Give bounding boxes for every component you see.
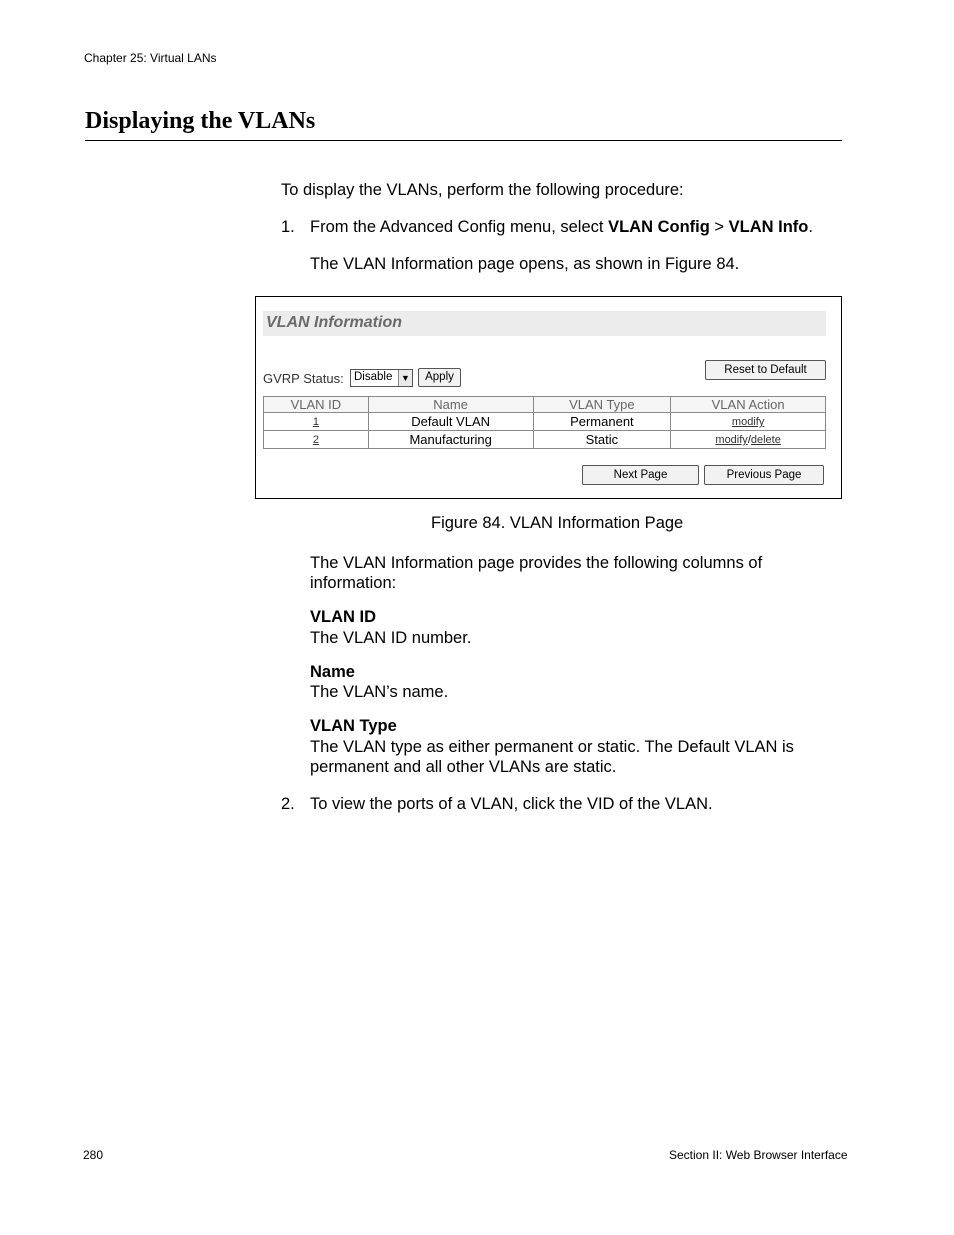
vlan-id-cell xyxy=(264,413,369,431)
vlan-action-cell xyxy=(671,431,826,449)
description-text: The VLAN Information page provides the following columns of information: xyxy=(310,554,763,592)
step-1-followup: The VLAN Information page opens, as shown in Figure 84. xyxy=(310,255,740,273)
vlan-name-cell: Manufacturing xyxy=(368,431,533,449)
modify-link[interactable]: modify xyxy=(715,434,748,446)
vlan-type-cell: Permanent xyxy=(533,413,671,431)
step-2-text: To view the ports of a VLAN, click the VID of the VLAN. xyxy=(310,795,713,813)
definition-term-name: Name xyxy=(310,663,355,681)
chapter-header: Chapter 25: Virtual LANs xyxy=(84,51,217,65)
definition-text-vlan-id: The VLAN ID number. xyxy=(310,629,472,647)
step-1-menu-vlan-info: VLAN Info xyxy=(728,218,809,236)
figure-title-bar xyxy=(263,311,826,336)
step-1-text xyxy=(310,217,813,237)
table-row xyxy=(264,413,826,431)
definition-text-name: The VLAN’s name. xyxy=(310,683,449,701)
previous-page-button[interactable]: Previous Page xyxy=(704,465,824,485)
vlan-id-cell xyxy=(264,431,369,449)
action-separator: / xyxy=(747,434,751,446)
gvrp-status-value: Disable xyxy=(354,371,393,383)
chevron-down-icon: ▼ xyxy=(398,370,412,386)
step-2-number: 2. xyxy=(281,795,295,813)
vlan-table xyxy=(263,396,826,449)
definition-term-vlan-type: VLAN Type xyxy=(310,717,397,735)
apply-button[interactable]: Apply xyxy=(418,368,461,387)
modify-link[interactable]: modify xyxy=(731,416,765,428)
gvrp-status-select[interactable] xyxy=(350,369,413,387)
definition-text-vlan-type: The VLAN type as either permanent or static. The Default VLAN is permanent and all other VLANs are static. xyxy=(310,738,794,776)
vlan-type-cell: Static xyxy=(533,431,671,449)
step-1-text-after: . xyxy=(808,218,813,236)
vlan-action-cell xyxy=(671,413,826,431)
vlan-table-header xyxy=(264,397,826,413)
step-1-text-before: From the Advanced Config menu, select xyxy=(310,218,609,236)
footer-section: Section II: Web Browser Interface xyxy=(669,1148,848,1162)
column-vlan-id: VLAN ID xyxy=(264,397,369,413)
section-title: Displaying the VLANs xyxy=(85,108,316,134)
title-divider xyxy=(85,140,842,141)
vlan-id-link[interactable]: 1 xyxy=(312,416,319,428)
gvrp-status-label: GVRP Status: xyxy=(263,371,344,386)
vlan-information-figure xyxy=(255,296,842,499)
intro-text: To display the VLANs, perform the following procedure: xyxy=(281,181,684,199)
figure-caption: Figure 84. VLAN Information Page xyxy=(431,514,684,532)
page-number: 280 xyxy=(83,1148,104,1162)
vlan-id-link[interactable]: 2 xyxy=(312,434,319,446)
step-1-separator: > xyxy=(709,218,729,236)
vlan-name-cell: Default VLAN xyxy=(368,413,533,431)
column-name: Name xyxy=(368,397,533,413)
delete-link[interactable]: delete xyxy=(750,434,781,446)
definition-term-vlan-id: VLAN ID xyxy=(310,608,376,626)
figure-title: VLAN Information xyxy=(266,314,402,331)
step-1-menu-vlan-config: VLAN Config xyxy=(608,218,710,236)
next-page-button[interactable]: Next Page xyxy=(582,465,699,485)
table-row xyxy=(264,431,826,449)
column-vlan-action: VLAN Action xyxy=(671,397,826,413)
column-vlan-type: VLAN Type xyxy=(533,397,671,413)
step-1-number: 1. xyxy=(281,218,295,236)
reset-to-default-button[interactable]: Reset to Default xyxy=(705,360,826,380)
